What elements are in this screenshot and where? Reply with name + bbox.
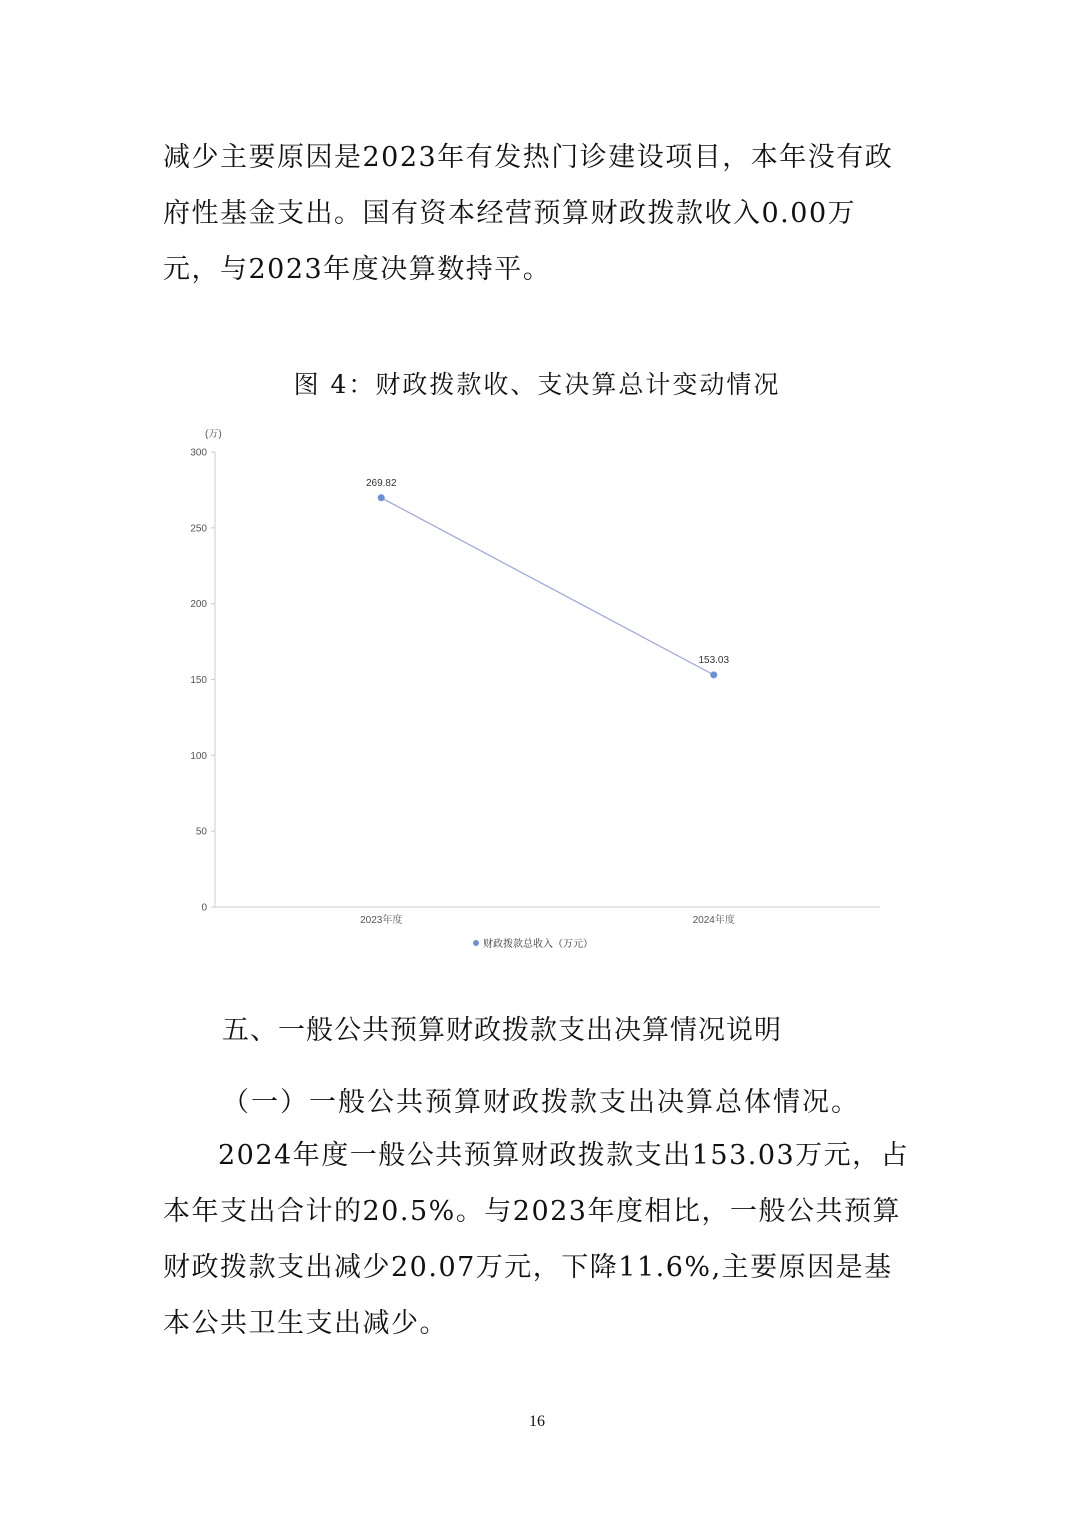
legend: [473, 937, 593, 950]
figure-title: 图 4：财政拨款收、支决算总计变动情况: [293, 370, 781, 399]
x-axis: [215, 907, 880, 926]
series-line: [366, 478, 730, 679]
legend-marker: [473, 940, 479, 946]
page-number: 16: [529, 1413, 545, 1430]
y-unit-label: (万): [205, 429, 222, 440]
y-axis: [190, 448, 215, 914]
data-point: [378, 494, 385, 501]
data-label: 269.82: [365, 477, 397, 489]
y-tick-label: 200: [190, 599, 207, 611]
subsection-heading: （一）一般公共预算财政拨款支出决算总体情况。: [222, 1087, 860, 1118]
section-heading: 五、一般公共预算财政拨款支出决算情况说明: [222, 1015, 782, 1046]
line-chart: [0, 415, 1074, 975]
y-tick-label: 100: [190, 750, 207, 762]
y-tick-label: 50: [195, 826, 207, 838]
body-paragraph-1: 减少主要原因是2023年有发热门诊建设项目，本年没有政府性基金支出。国有资本经营预算财政拨款收入0.00万元，与2023年度决算数持平。: [163, 142, 894, 285]
x-tick-label: 2023年度: [360, 915, 403, 926]
series-polyline: [381, 498, 714, 675]
data-label: 153.03: [698, 654, 730, 666]
y-tick-label: 0: [201, 902, 207, 914]
data-point: [710, 671, 717, 678]
y-tick-label: 150: [190, 675, 207, 686]
y-tick-label: 300: [190, 447, 207, 459]
y-tick-label: 250: [190, 523, 207, 535]
x-tick-label: 2024年度: [692, 915, 735, 926]
legend-label: 财政拨款总收入（万元）: [483, 939, 593, 950]
body-paragraph-2: 2024年度一般公共预算财政拨款支出153.03万元，占本年支出合计的20.5%。与2023年度相比，一般公共预算财政拨款支出减少20.07万元，下降11.6%,主要原因是基本公共卫生支出减少。: [163, 1140, 910, 1339]
